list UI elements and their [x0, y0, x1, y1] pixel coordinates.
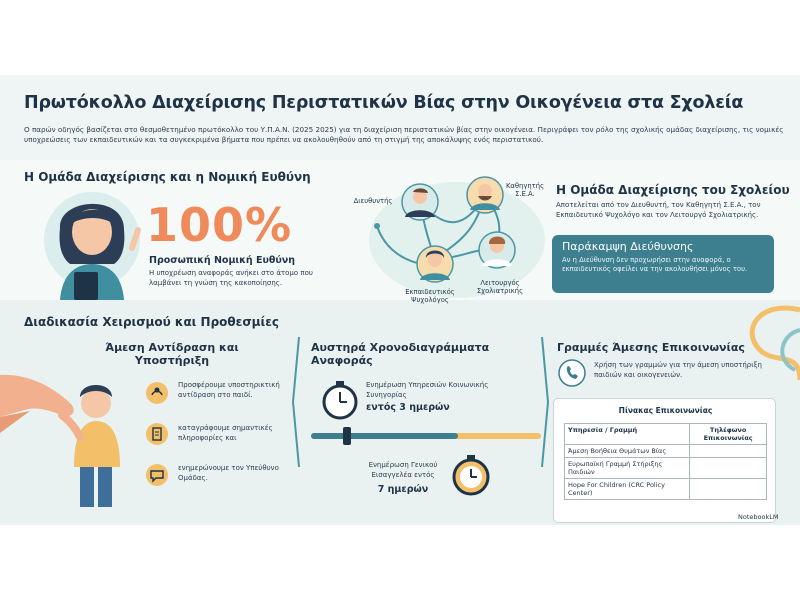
hotlines-heading: Γραμμές Άμεσης Επικοινωνίας [557, 341, 745, 354]
deadline-1-text: Ενημέρωση Υπηρεσιών Κοινωνικής Συνηγορίας [366, 381, 489, 399]
step-inform: ενημερώνουμε τον Υπεύθυνο Ομάδας. [178, 464, 279, 482]
column-header-phone: Τηλέφωνο Επικοινωνίας [690, 424, 767, 445]
immediate-title: Άμεση Αντίδραση και Υποστήριξη [105, 341, 239, 367]
team-text: Αποτελείται από τον Διευθυντή, τον Καθηγητή Σ.Ε.Α., τον Εκπαιδευτικό Ψυχολόγο και τον Λειτουργό Σχολιατρικής. [556, 201, 761, 219]
label-psychologist: Εκπαιδευτικός Ψυχολόγος [405, 288, 455, 304]
label-teacher: Καθηγητής Σ.Ε.Α. [505, 182, 545, 198]
support-icon [146, 382, 168, 404]
table-row [565, 479, 767, 500]
deadline-1-time: εντός 3 ημερών [366, 402, 450, 413]
bypass-title: Παράκαμψη Διεύθυνσης [562, 240, 694, 253]
infographic [0, 75, 800, 525]
process-heading: Διαδικασία Χειρισμού και Προθεσμίες [24, 315, 279, 329]
deadlines-title: Αυστηρά Χρονοδιαγράμματα Αναφοράς [311, 341, 490, 367]
teacher-illustration [40, 188, 150, 300]
bypass-callout [552, 235, 774, 293]
table-row [565, 458, 767, 479]
page-title: Πρωτόκολλο Διαχείρισης Περιστατικών Βίας στην Οικογένεια στα Σχολεία [24, 93, 744, 113]
step-support: Προσφέρουμε υποστηρικτική αντίδραση στο παιδί. [178, 381, 280, 399]
hotlines-text: Χρήση των γραμμών για την άμεση υποστήριξη παιδιών και οικογενειών. [594, 361, 762, 379]
contact-table-card [553, 398, 779, 523]
deadline-2-time: 7 ημερών [377, 484, 429, 495]
contact-table [564, 423, 767, 500]
table-title: Πίνακας Επικοινωνίας [618, 406, 713, 415]
step-record: καταγράφουμε σημαντικές πληροφορίες και [178, 424, 273, 442]
clock-icon-2 [450, 453, 492, 499]
table-row [565, 445, 767, 458]
legal-heading: Η Ομάδα Διαχείρισης και η Νομική Ευθύνη [24, 170, 311, 184]
table-cell-service: Άμεση Βοήθεια Θυμάτων Βίας [565, 445, 690, 458]
intro-text: Ο παρών οδηγός βασίζεται στο θεσμοθετημένο πρωτόκολλο του Υ.Π.Α.Ν. (2025 2025) για τη διαχείριση περιστατικών βίας στην οικογένεια. Περιγράφει τον ρόλο της σχολικής ομάδας διαχείρισης, τις νομικές υποχρεώσεις των εκπαιδευτικών και τα συγκεκριμένα βήματα που πρέπει να ακολουθηθούν από τη στιγμή της αποκάλυψης ενός περιστατικού. [24, 125, 784, 144]
phone-icon [558, 359, 586, 387]
label-director: Διευθυντής [353, 197, 393, 205]
bypass-text: Αν η Διεύθυνση δεν προχωρήσει στην αναφορά, ο εκπαιδευτικός οφείλει να την ακολουθήσει μόνος του. [562, 256, 748, 273]
timeline-marker [343, 427, 351, 445]
clock-icon-1 [321, 380, 359, 422]
table-cell-service: Ευρωπαϊκή Γραμμή Στήριξης Παιδιών [565, 458, 690, 479]
team-heading: Η Ομάδα Διαχείρισης του Σχολείου [556, 183, 790, 197]
section-divider [291, 337, 301, 467]
chat-icon [146, 464, 168, 486]
watermark: NotebookLM [738, 513, 779, 521]
clipboard-icon [146, 423, 168, 445]
section-divider-2 [540, 337, 550, 467]
deadline-2-text: Ενημέρωση Γενικού Εισαγγελέα εντός [368, 461, 438, 479]
table-cell-phone [690, 479, 767, 500]
table-cell-service: Hope For Children (CRC Policy Center) [565, 479, 690, 500]
legal-text: Η υποχρέωση αναφοράς ανήκει στο άτομο που λαμβάνει τη γνώση της κακοποίησης. [149, 269, 313, 287]
table-cell-phone [690, 458, 767, 479]
timeline-progress [311, 433, 458, 439]
table-cell-phone [690, 445, 767, 458]
column-header-service: Υπηρεσία / Γραμμή [565, 424, 690, 445]
label-social-worker: Λειτουργός Σχολιατρικής [476, 279, 524, 295]
legal-subheading: Προσωπική Νομική Ευθύνη [149, 255, 296, 266]
percent-figure: 100% [146, 198, 293, 252]
